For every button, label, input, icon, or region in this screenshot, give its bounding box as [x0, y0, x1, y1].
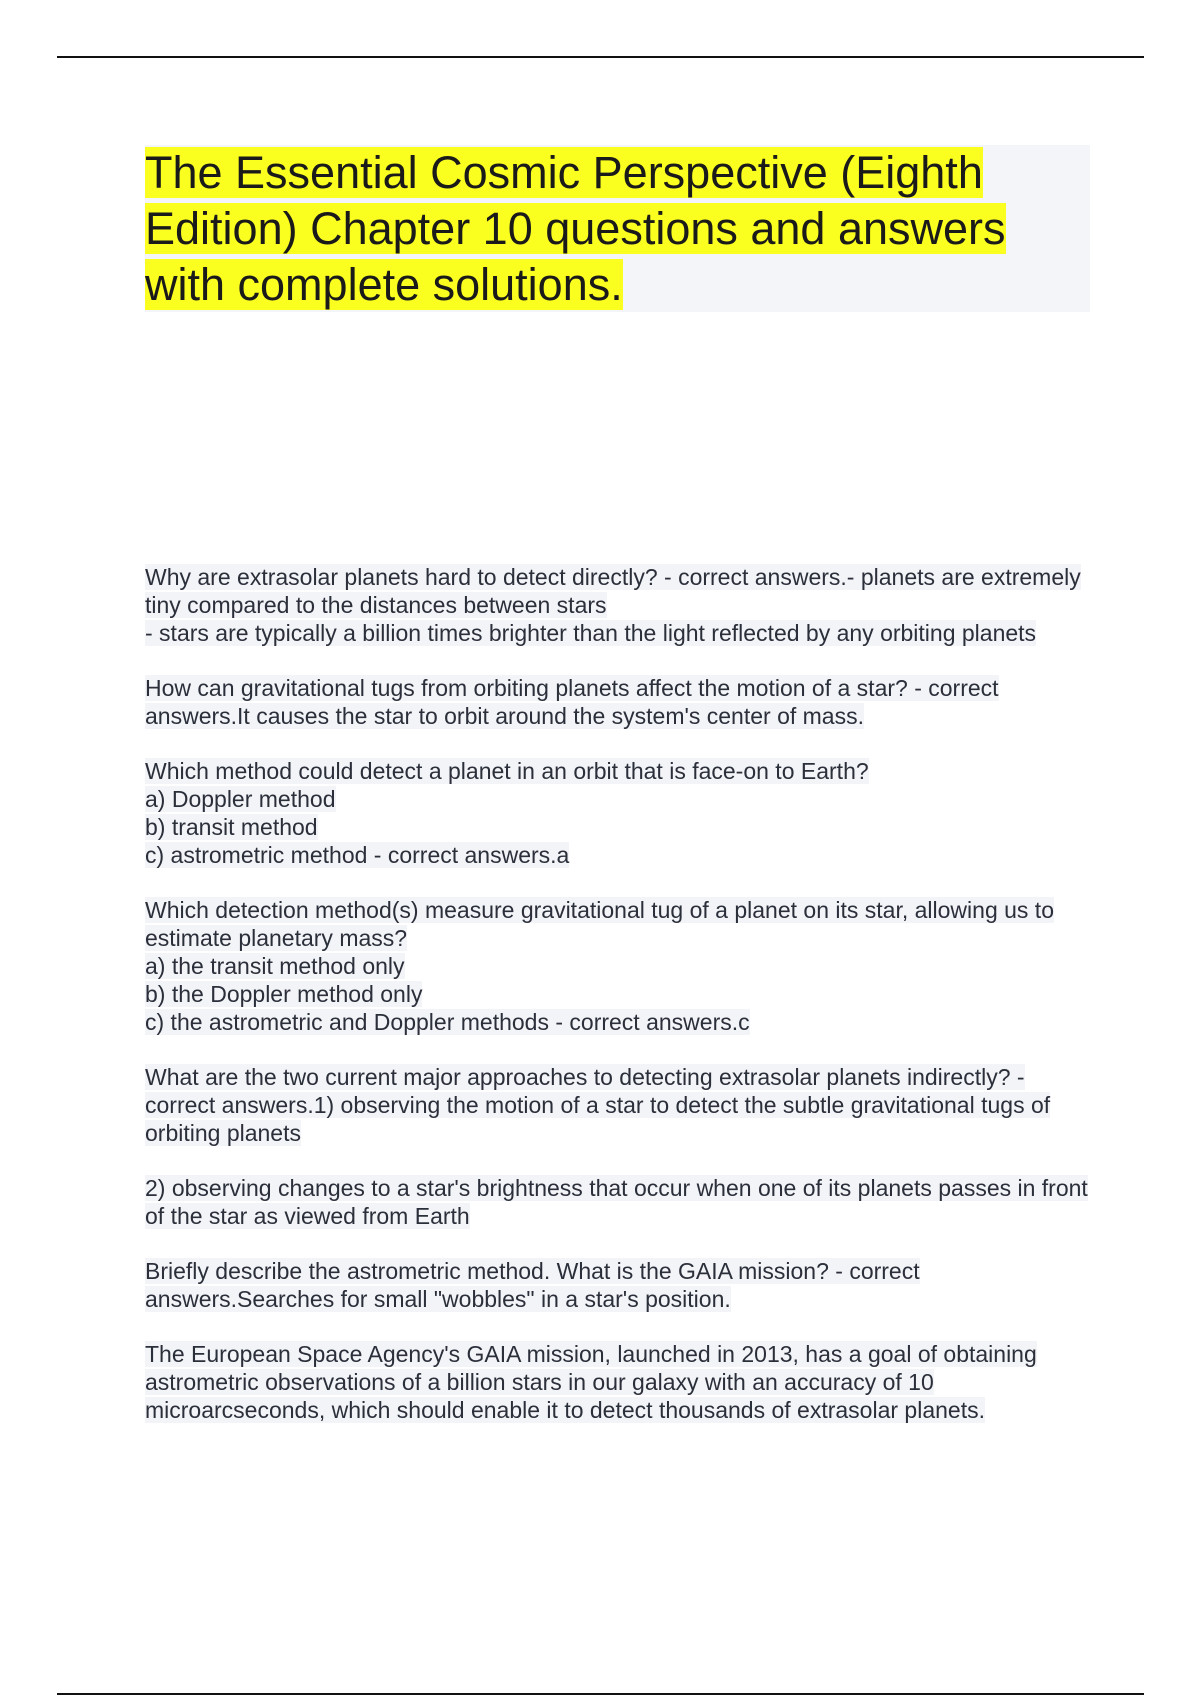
qa-text: What are the two current major approaches to detecting extrasolar planets indirectly? - correct answers.1) observing the motion of a star to detect the subtle gravitational tugs of orbiting planets — [145, 1064, 1051, 1146]
qa-text: Which detection method(s) measure gravitational tug of a planet on its star, allowing us to estimate planetary mass? — [145, 897, 1054, 951]
qa-text: 2) observing changes to a star's brightness that occur when one of its planets passes in front of the star as viewed from Earth — [145, 1175, 1088, 1229]
qa-content — [145, 563, 1095, 1451]
top-rule — [57, 56, 1144, 58]
qa-text: Which method could detect a planet in an orbit that is face-on to Earth? — [145, 758, 869, 784]
qa-item — [145, 1174, 1095, 1230]
qa-item — [145, 1257, 1095, 1313]
qa-text: Why are extrasolar planets hard to detect directly? - correct answers.- planets are extremely tiny compared to the distances between stars — [145, 564, 1081, 618]
qa-text: - stars are typically a billion times brighter than the light reflected by any orbiting planets — [145, 620, 1037, 646]
qa-item — [145, 674, 1095, 730]
qa-item — [145, 1063, 1095, 1147]
qa-item — [145, 1340, 1095, 1424]
qa-item — [145, 896, 1095, 1036]
qa-option: b) the Doppler method only — [145, 981, 423, 1007]
qa-text: How can gravitational tugs from orbiting planets affect the motion of a star? - correct answers.It causes the star to orbit around the system's center of mass. — [145, 675, 999, 729]
title-highlight: The Essential Cosmic Perspective (Eighth Edition) Chapter 10 questions and answers with complete solutions. — [145, 147, 1006, 310]
bottom-rule — [57, 1693, 1144, 1695]
qa-option: b) transit method — [145, 814, 318, 840]
qa-text: Briefly describe the astrometric method. What is the GAIA mission? - correct answers.Searches for small "wobbles" in a star's position. — [145, 1258, 920, 1312]
qa-option: c) the astrometric and Doppler methods - correct answers.c — [145, 1009, 750, 1035]
qa-item — [145, 757, 1095, 869]
title-block — [145, 145, 1090, 312]
qa-item — [145, 563, 1095, 647]
qa-option: a) the transit method only — [145, 953, 405, 979]
qa-option: c) astrometric method - correct answers.a — [145, 842, 570, 868]
qa-option: a) Doppler method — [145, 786, 336, 812]
document-title — [145, 145, 1090, 313]
qa-text: The European Space Agency's GAIA mission, launched in 2013, has a goal of obtaining astrometric observations of a billion stars in our galaxy with an accuracy of 10 microarcseconds, which should enable it to detect thousands of extrasolar planets. — [145, 1341, 1037, 1423]
